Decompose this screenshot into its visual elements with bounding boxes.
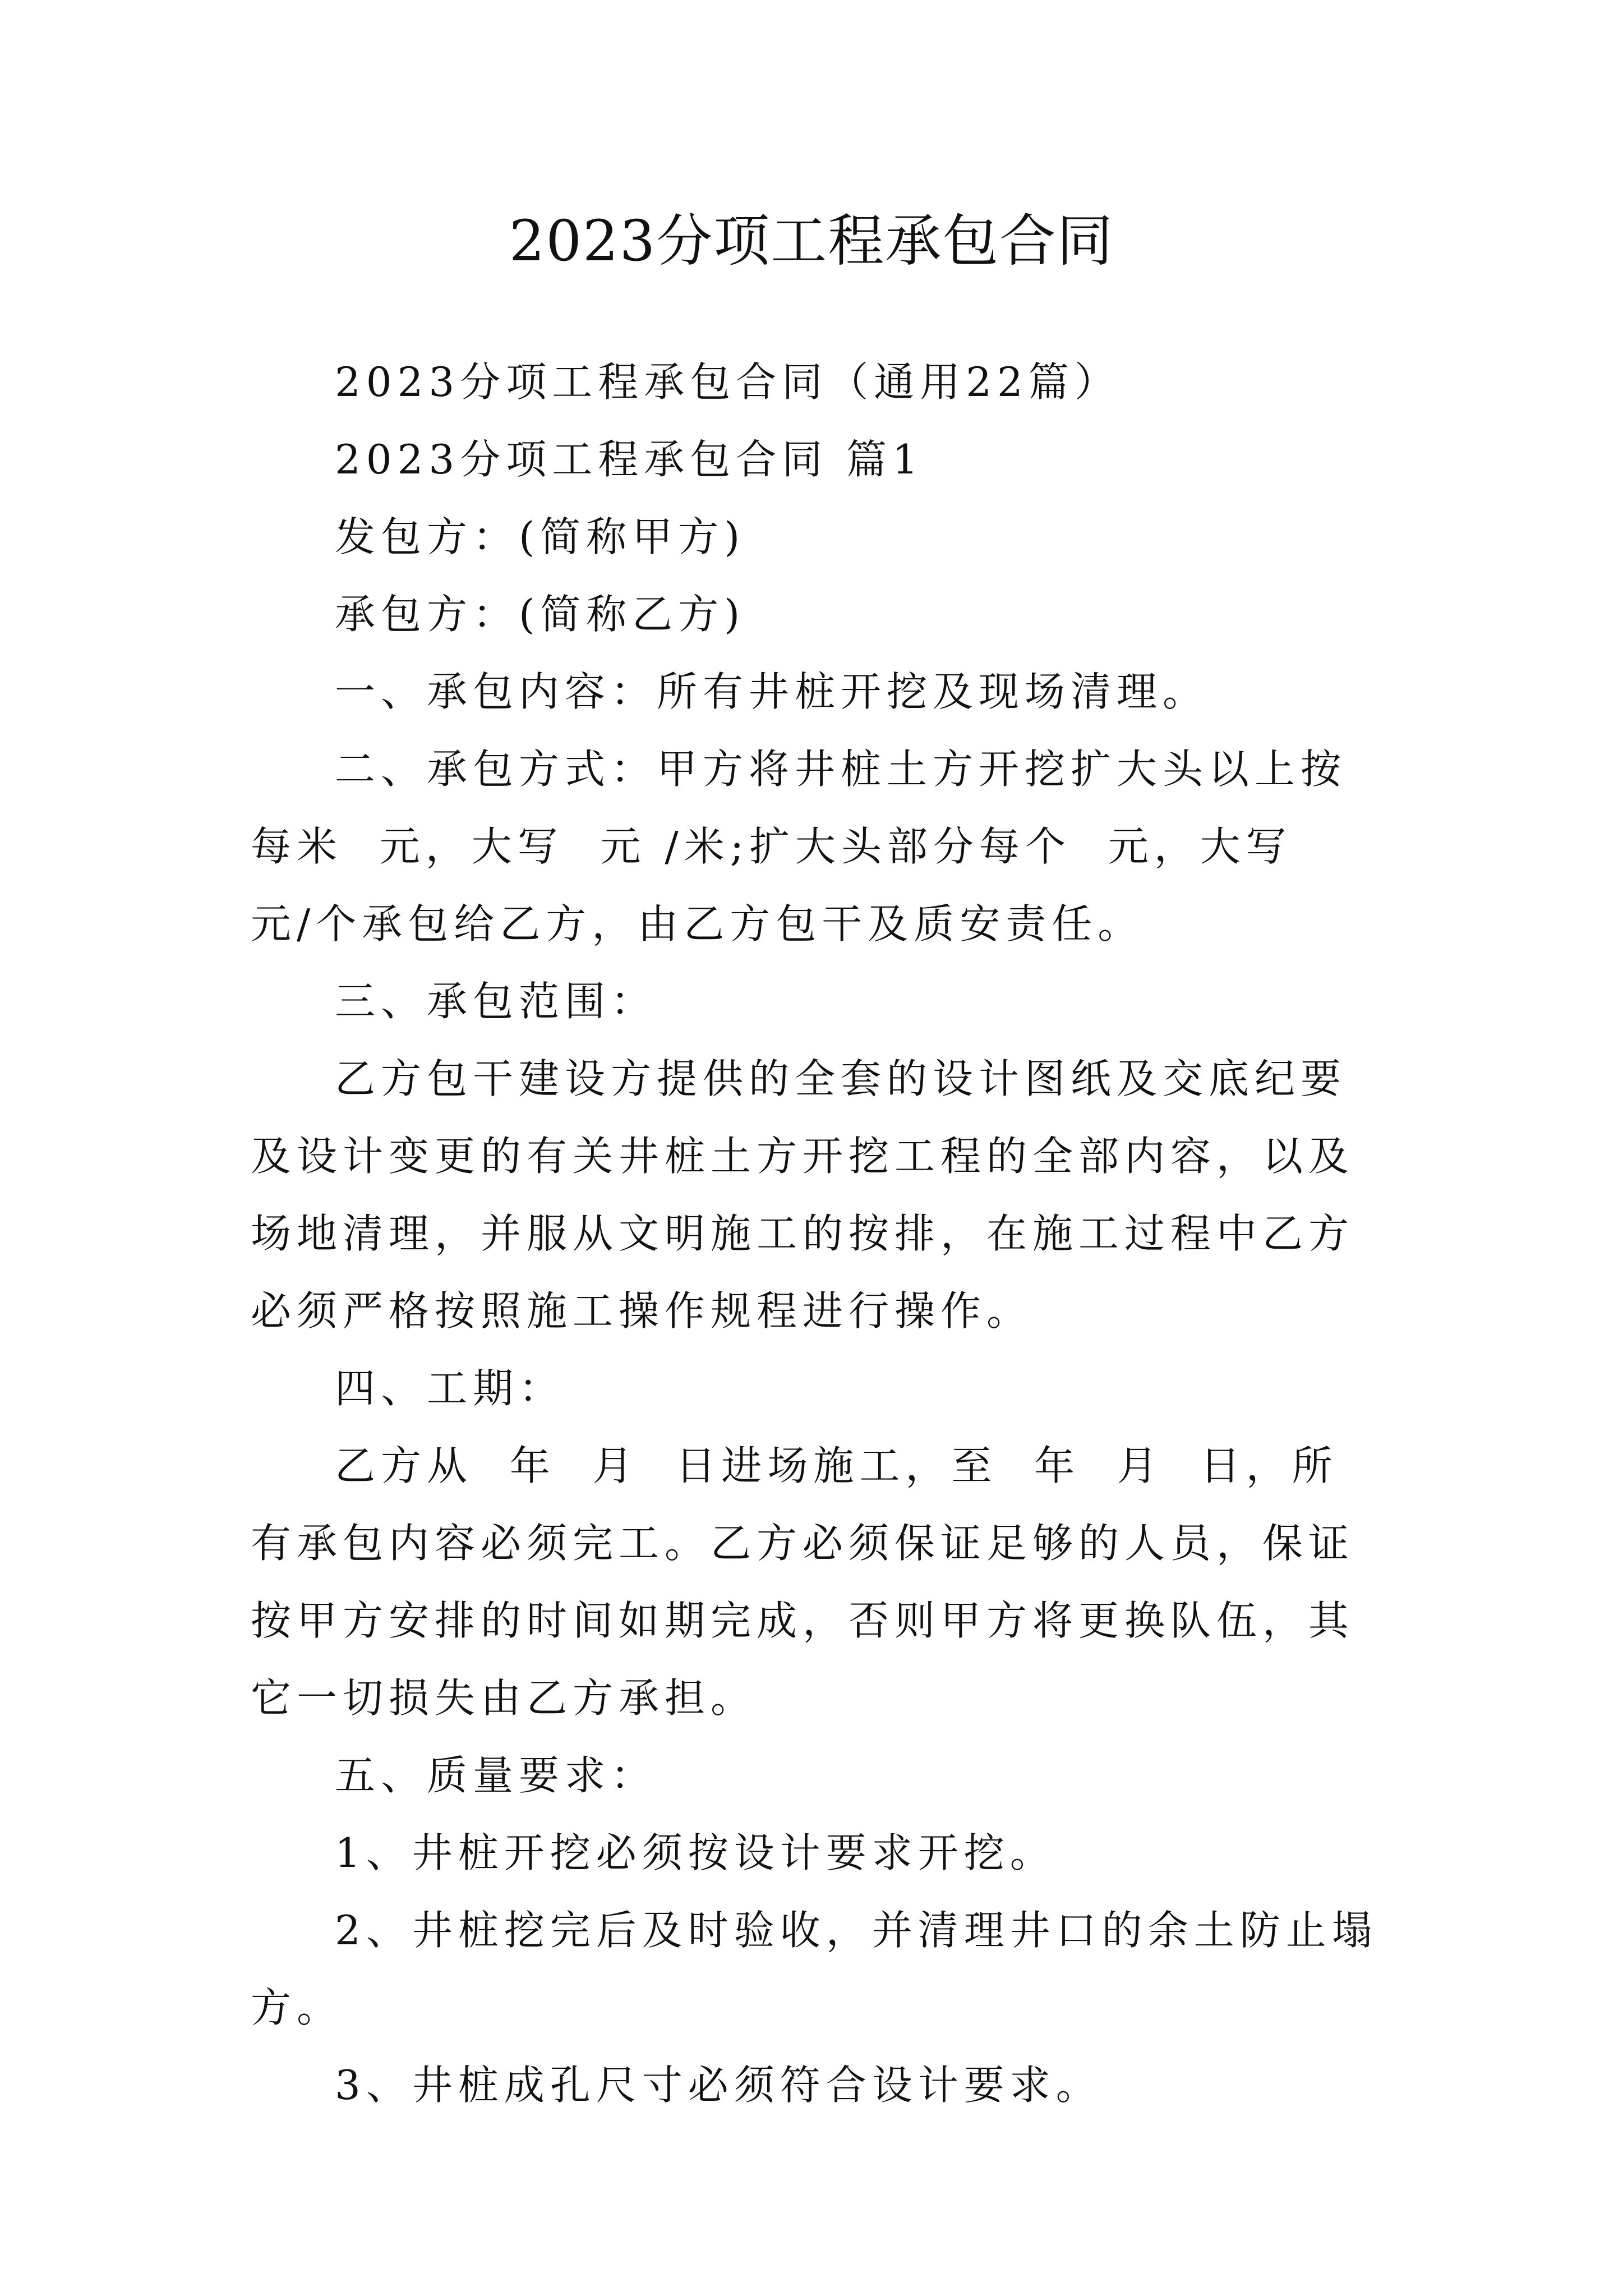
clause-3-heading: 三、承包范围：	[335, 978, 657, 1025]
document-body	[251, 343, 1378, 2124]
clause-1-content: 一、承包内容：所有井桩开挖及现场清理。	[335, 668, 1209, 715]
subtitle-paragraph: 2023分项工程承包合同（通用22篇）	[335, 358, 1121, 406]
clause-4-heading: 四、工期：	[335, 1365, 565, 1412]
quality-item-1: 1、井桩开挖必须按设计要求开挖。	[335, 1829, 1056, 1876]
clause-4-schedule: 乙方从 年 月 日进场施工，至 年 月 日，所有承包内容必须完工。乙方必须保证足够的人员，保证按甲方安排的时间如期完成，否则甲方将更换队伍，其它一切损失由乙方承担。	[251, 1442, 1355, 1722]
party-b-line: 承包方：(简称乙方)	[335, 591, 746, 638]
document-title: 2023分项工程承包合同	[509, 208, 1114, 274]
clause-2-method: 二、承包方式：甲方将井桩土方开挖扩大头以上按每米 元，大写 元 /米;扩大头部分每个 元，大写 元/个承包给乙方，由乙方包干及质安责任。	[251, 746, 1347, 947]
party-a-line: 发包方：(简称甲方)	[335, 513, 746, 560]
clause-3-scope: 乙方包干建设方提供的全套的设计图纸及交底纪要及设计变更的有关井桩土方开挖工程的全部内容，以及场地清理，并服从文明施工的按排，在施工过程中乙方必须严格按照施工操作规程进行操作。	[251, 1055, 1355, 1335]
quality-item-3: 3、井桩成孔尺寸必须符合设计要求。	[335, 2062, 1102, 2109]
quality-item-2: 2、井桩挖完后及时验收，并清理井口的余土防止塌方。	[251, 1907, 1378, 2031]
clause-5-heading: 五、质量要求：	[335, 1752, 657, 1799]
section-heading: 2023分项工程承包合同 篇1	[335, 436, 924, 483]
